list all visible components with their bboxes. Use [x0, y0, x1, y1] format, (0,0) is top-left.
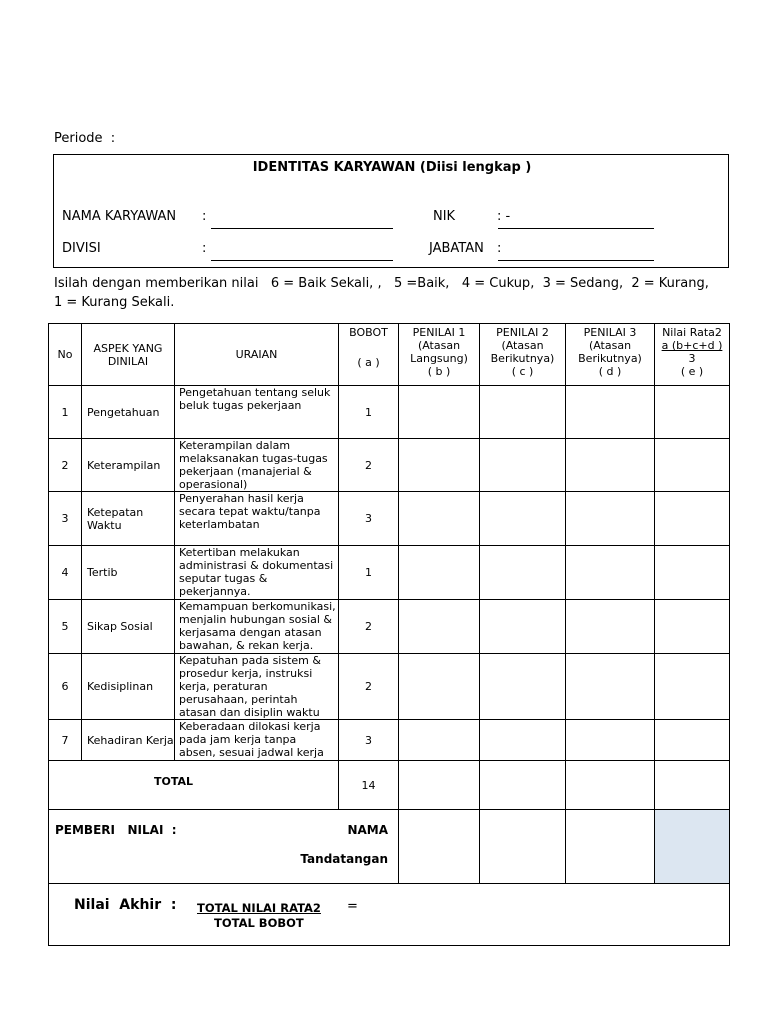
jabatan-field[interactable] [498, 260, 654, 261]
jabatan-label: JABATAN [429, 241, 484, 256]
header-penilai-1 [399, 324, 480, 386]
nik-value: : - [497, 209, 511, 224]
header-uraian: URAIAN [175, 324, 339, 386]
row-aspek: Kehadiran Kerja [82, 720, 175, 761]
tandatangan-label: Tandatangan [300, 852, 388, 866]
cell-nilai-rata[interactable] [655, 654, 730, 720]
assessment-table [48, 323, 730, 946]
header-penilai-1-code: ( b ) [427, 365, 451, 378]
nilai-akhir-cell [49, 884, 730, 946]
formula-numerator: TOTAL NILAI RATA2 [197, 901, 321, 915]
header-penilai-2 [480, 324, 566, 386]
row-bobot: 2 [339, 600, 399, 654]
divisi-colon: : [202, 241, 207, 256]
table-row [49, 546, 730, 600]
header-bobot-code: ( a ) [357, 356, 380, 369]
signature-shaded-cell [655, 810, 730, 884]
jabatan-colon: : [497, 241, 502, 256]
row-uraian: Pengetahuan tentang seluk beluk tugas pekerjaan [175, 386, 339, 439]
header-no: No [49, 324, 82, 386]
row-no: 5 [49, 600, 82, 654]
divisi-field[interactable] [211, 260, 393, 261]
pemberi-nilai-cell [49, 810, 399, 884]
nama-karyawan-label: NAMA KARYAWAN [62, 209, 177, 224]
header-penilai-3-code: ( d ) [598, 365, 622, 378]
header-bobot [339, 324, 399, 386]
identitas-box [53, 154, 729, 268]
signature-penilai-1[interactable] [399, 810, 480, 884]
header-nilai-rata [655, 324, 730, 386]
nik-label: NIK [433, 209, 456, 224]
pemberi-nilai-label: PEMBERI NILAI : [55, 823, 177, 837]
row-uraian: Kemampuan berkomunikasi, menjalin hubungan sosial & kerjasama dengan atasan bawahan, & rekan kerja. [175, 600, 339, 654]
row-uraian: Kepatuhan pada sistem & prosedur kerja, instruksi kerja, peraturan perusahaan, perintah atasan dan disiplin waktu [175, 654, 339, 720]
table-row [49, 600, 730, 654]
periode-label: Periode [54, 131, 103, 146]
cell-penilai-1[interactable] [399, 654, 480, 720]
header-aspek: ASPEK YANG DINILAI [82, 324, 175, 386]
instruction-line-1: Isilah dengan memberikan nilai 6 = Baik Sekali, , 5 =Baik, 4 = Cukup, 3 = Sedang, 2 = Kurang, [54, 276, 709, 291]
row-uraian: Penyerahan hasil kerja secara tepat waktu/tanpa keterlambatan [175, 492, 339, 546]
header-row [49, 324, 730, 386]
periode-colon: : [110, 131, 116, 146]
row-no: 2 [49, 439, 82, 492]
cell-penilai-2[interactable] [480, 654, 566, 720]
row-uraian: Ketertiban melakukan administrasi & dokumentasi seputar tugas & pekerjannya. [175, 546, 339, 600]
total-penilai-1[interactable] [399, 761, 480, 810]
cell-nilai-rata[interactable] [655, 492, 730, 546]
total-bobot: 14 [339, 761, 399, 810]
cell-nilai-rata[interactable] [655, 439, 730, 492]
pemberi-nilai-row [49, 810, 730, 884]
cell-penilai-3[interactable] [566, 492, 655, 546]
table-row [49, 492, 730, 546]
formula-equals: = [347, 899, 358, 914]
nik-field[interactable] [498, 228, 654, 229]
row-bobot: 3 [339, 720, 399, 761]
divisi-label: DIVISI [62, 241, 101, 256]
row-aspek: Sikap Sosial [82, 600, 175, 654]
row-no: 4 [49, 546, 82, 600]
nama-karyawan-field[interactable] [211, 228, 393, 229]
row-bobot: 3 [339, 492, 399, 546]
header-penilai-2-label: PENILAI 2 [496, 326, 549, 339]
cell-penilai-3[interactable] [566, 439, 655, 492]
cell-penilai-1[interactable] [399, 386, 480, 439]
cell-nilai-rata[interactable] [655, 600, 730, 654]
row-bobot: 2 [339, 654, 399, 720]
header-bobot-label: BOBOT [349, 326, 388, 339]
total-penilai-3[interactable] [566, 761, 655, 810]
row-no: 3 [49, 492, 82, 546]
cell-nilai-rata[interactable] [655, 546, 730, 600]
total-penilai-2[interactable] [480, 761, 566, 810]
signature-penilai-3[interactable] [566, 810, 655, 884]
cell-penilai-2[interactable] [480, 492, 566, 546]
row-aspek: Tertib [82, 546, 175, 600]
nama-karyawan-colon: : [202, 209, 207, 224]
cell-nilai-rata[interactable] [655, 720, 730, 761]
instruction-text [54, 274, 734, 312]
header-penilai-3-label: PENILAI 3 [583, 326, 637, 339]
table-row [49, 439, 730, 492]
row-bobot: 1 [339, 386, 399, 439]
row-uraian: Keberadaan dilokasi kerja pada jam kerja tanpa absen, sesuai jadwal kerja [175, 720, 339, 761]
cell-penilai-3[interactable] [566, 386, 655, 439]
total-row [49, 761, 730, 810]
cell-penilai-3[interactable] [566, 600, 655, 654]
header-nilai-rata-code: ( e ) [680, 365, 704, 378]
nilai-akhir-label: Nilai Akhir : [74, 897, 177, 913]
row-uraian: Keterampilan dalam melaksanakan tugas-tugas pekerjaan (manajerial & operasional) [175, 439, 339, 492]
cell-penilai-1[interactable] [399, 720, 480, 761]
formula-denominator: TOTAL BOBOT [214, 916, 304, 930]
row-aspek: Ketepatan Waktu [82, 492, 175, 546]
header-penilai-3-sub: (Atasan Berikutnya) [578, 339, 642, 365]
cell-nilai-rata[interactable] [655, 386, 730, 439]
row-bobot: 1 [339, 546, 399, 600]
table-row [49, 386, 730, 439]
row-aspek: Kedisiplinan [82, 654, 175, 720]
cell-penilai-1[interactable] [399, 492, 480, 546]
header-penilai-1-sub: (Atasan Langsung) [410, 339, 468, 365]
header-nilai-rata-formula: a (b+c+d ) [661, 339, 723, 352]
cell-penilai-3[interactable] [566, 654, 655, 720]
row-no: 7 [49, 720, 82, 761]
row-aspek: Pengetahuan [82, 386, 175, 439]
row-aspek: Keterampilan [82, 439, 175, 492]
cell-penilai-1[interactable] [399, 439, 480, 492]
header-penilai-2-code: ( c ) [511, 365, 534, 378]
total-nilai-rata[interactable] [655, 761, 730, 810]
signature-penilai-2[interactable] [480, 810, 566, 884]
row-bobot: 2 [339, 439, 399, 492]
row-no: 6 [49, 654, 82, 720]
cell-penilai-2[interactable] [480, 439, 566, 492]
table-row [49, 720, 730, 761]
header-nilai-rata-denominator: 3 [688, 352, 696, 365]
total-label: TOTAL [49, 761, 339, 810]
cell-penilai-3[interactable] [566, 720, 655, 761]
cell-penilai-1[interactable] [399, 600, 480, 654]
cell-penilai-2[interactable] [480, 386, 566, 439]
instruction-line-2: 1 = Kurang Sekali. [54, 295, 175, 310]
header-penilai-2-sub: (Atasan Berikutnya) [490, 339, 555, 365]
identitas-title: IDENTITAS KARYAWAN (Diisi lengkap ) [252, 160, 532, 175]
row-no: 1 [49, 386, 82, 439]
cell-penilai-2[interactable] [480, 720, 566, 761]
cell-penilai-2[interactable] [480, 546, 566, 600]
header-nilai-rata-title: Nilai Rata2 [662, 326, 722, 339]
header-penilai-1-label: PENILAI 1 [412, 326, 466, 339]
cell-penilai-2[interactable] [480, 600, 566, 654]
cell-penilai-1[interactable] [399, 546, 480, 600]
cell-penilai-3[interactable] [566, 546, 655, 600]
periode-line [54, 131, 115, 146]
nama-label: NAMA [347, 823, 388, 837]
header-penilai-3 [566, 324, 655, 386]
table-row [49, 654, 730, 720]
nilai-akhir-row [49, 884, 730, 946]
